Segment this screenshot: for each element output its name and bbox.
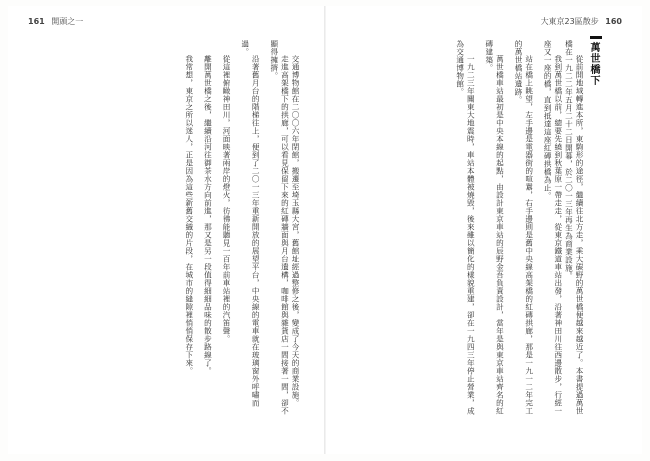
book-gutter: [324, 6, 326, 454]
left-paragraph-1: 交通博物館在二〇〇六年閉館，搬遷至埼玉縣大宮，舊館址經過整修之後，變成了今天的商業設施。: [291, 55, 300, 408]
left-running-title: 開頭之一: [51, 17, 84, 26]
right-paragraph-1: 從前開地域轉進本所，東駒形的途徑，繼續往北方走，乘大碳野的萬世橋便越來越近了。本書提過萬世橋在一九二二年五月二十二日開幕，於二〇一三年再生為商業設施。: [564, 40, 584, 416]
left-paragraph-6: 我常想，東京之所以迷人，正是因為這些新舊交織的片段，在城市的縫隙裡悄悄保存下來。: [184, 55, 194, 376]
book-spread: [8, 6, 642, 454]
right-running-title: 大東京23區散步: [540, 17, 599, 26]
left-paragraph-5: 離開萬世橋之後，繼續沿河往御茶水方向前進，那又是另一段值得細細品味的散步路線了。: [203, 55, 213, 376]
left-paragraph-4: 從這裡俯瞰神田川，河面映著兩岸的燈火，彷彿能聽見一百年前車站裡的汽笛聲。: [222, 55, 232, 344]
left-paragraph-3: 沿著舊月台的階梯往上，便到了二〇一三年重新開放的展望平台，中央線的電車就在玻璃窗外呼嘯而過。: [240, 40, 261, 408]
left-page-header: [24, 16, 83, 27]
right-paragraph-5: 一九二三年關東大地震時，車站本體被燒毀，後來雖以簡化的樣貌重建，卻在一九四三年停止營業，成為交通博物館。: [455, 40, 476, 416]
right-page-number: 160: [605, 17, 622, 26]
right-page-header: [541, 16, 626, 27]
left-page-number: 161: [28, 17, 45, 26]
section-title: 萬世橋下: [588, 42, 599, 86]
right-paragraph-2: 我到萬世橋以前，總要先繞到秋葉原一帶走走，從東京鐵道車站出發，沿著神田川往西邊散步，行經一座又一座的橋，直到抵達這座紅磚拱橋為止。: [543, 40, 563, 416]
right-paragraph-3: 站在橋上眺望，左手邊是電器街的喧囂，右手邊則是舊中央線高架橋的紅磚拱廊，那是一九一二年完工的萬世橋站遺跡。: [514, 40, 534, 416]
left-paragraph-2: 走進高架橋下的拱廊，可以看見保留下來的紅磚牆面與月台遺構，咖啡館與雜貨店一間接著一間，卻不顯得擁擠。: [269, 40, 290, 416]
right-page-body: [340, 40, 584, 420]
left-page-body: [38, 40, 300, 420]
section-title-marker: [590, 36, 602, 39]
right-paragraph-4: 萬世橋車站最初是中央本線的起點，由設計東京車站的辰野金吾負責設計，當年是與東京車站齊名的紅磚建築。: [484, 40, 505, 416]
